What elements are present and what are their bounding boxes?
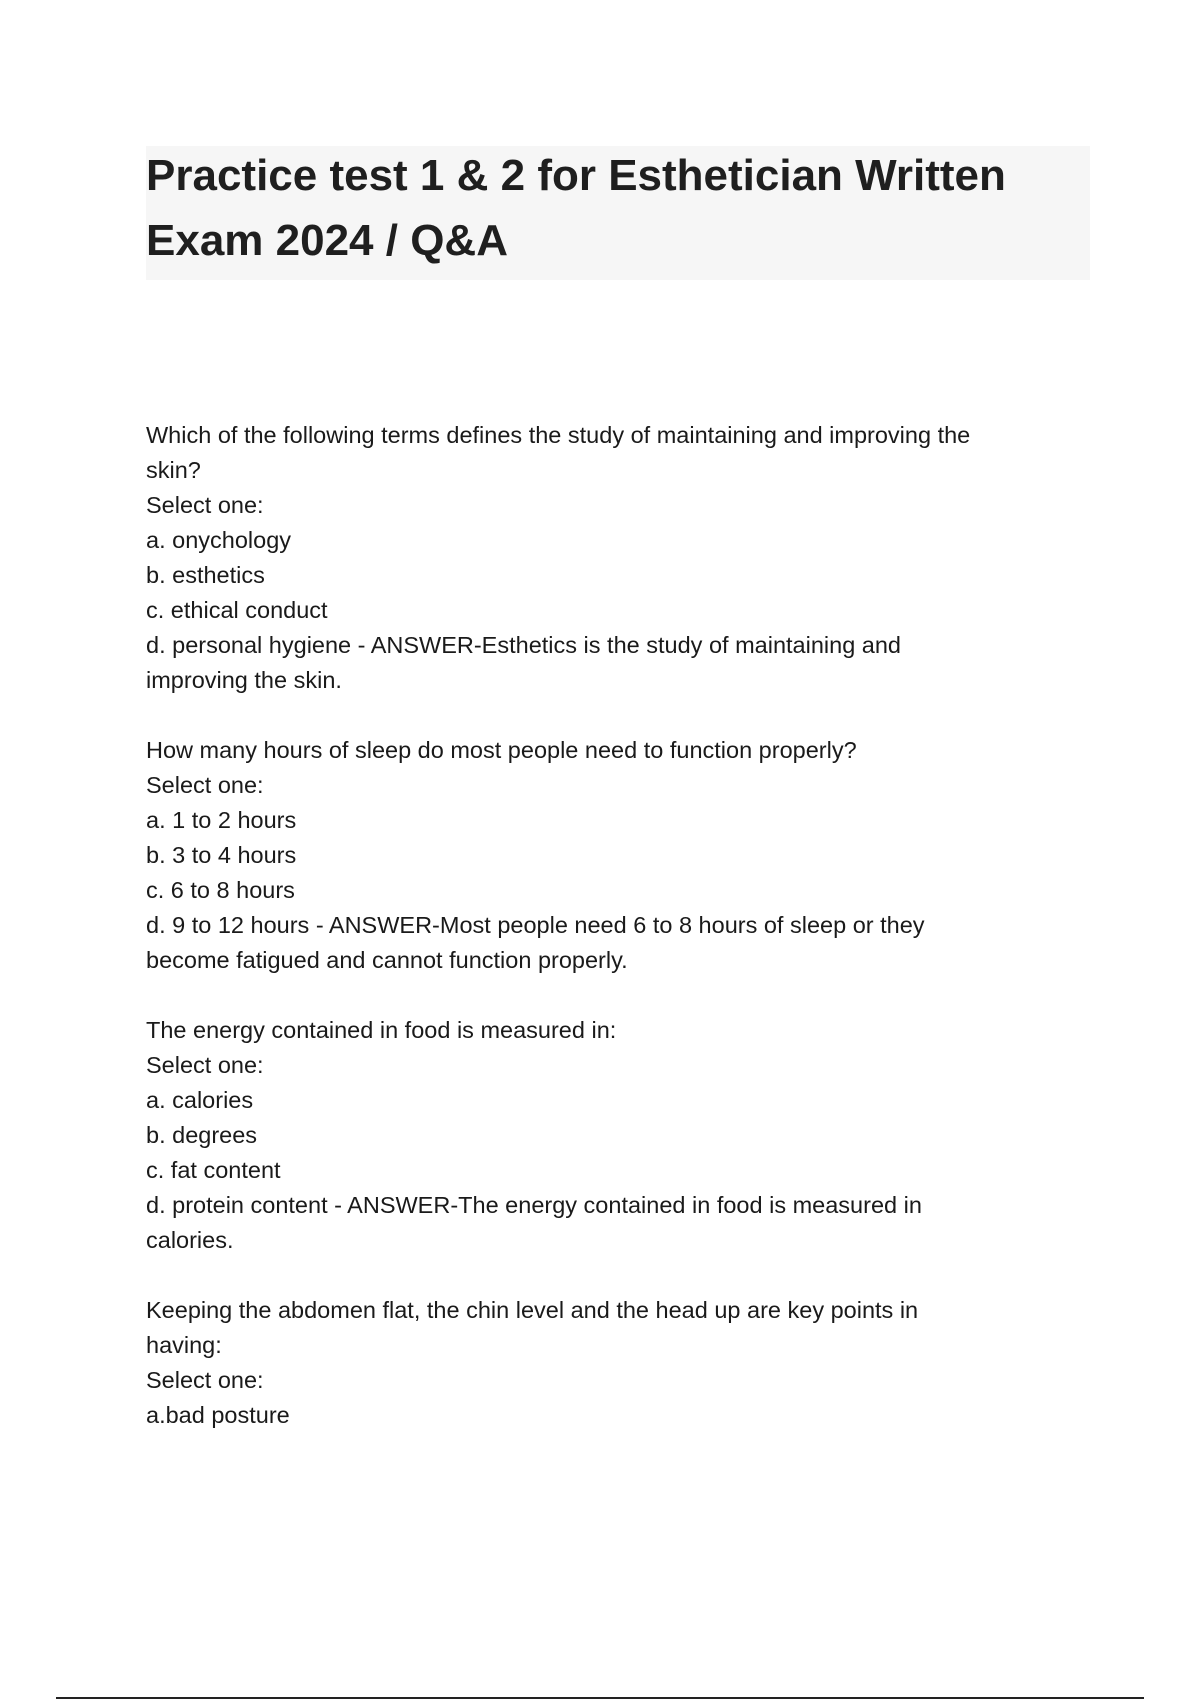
spacer — [146, 1258, 1106, 1293]
question-text: Keeping the abdomen flat, the chin level and the head up are key points in — [146, 1297, 919, 1323]
footer-divider — [56, 1697, 1144, 1699]
question-text: having: — [146, 1332, 222, 1358]
question-list — [146, 418, 1106, 1433]
option-c: c. 6 to 8 hours — [146, 877, 295, 903]
question-text: How many hours of sleep do most people need to function properly? — [146, 737, 857, 763]
answer-text: improving the skin. — [146, 667, 342, 693]
spacer — [146, 978, 1106, 1013]
question-text: skin? — [146, 457, 201, 483]
document-title-line-2: Exam 2024 / Q&A — [146, 216, 508, 265]
select-one-label: Select one: — [146, 1367, 264, 1393]
document-title — [146, 146, 1090, 280]
option-b: b. esthetics — [146, 562, 265, 588]
question-block-4 — [146, 1293, 1106, 1433]
select-one-label: Select one: — [146, 772, 264, 798]
option-d-answer: d. 9 to 12 hours - ANSWER-Most people need 6 to 8 hours of sleep or they — [146, 912, 925, 938]
option-d-answer: d. protein content - ANSWER-The energy contained in food is measured in — [146, 1192, 922, 1218]
option-c: c. fat content — [146, 1157, 281, 1183]
option-c: c. ethical conduct — [146, 597, 328, 623]
option-a: a.bad posture — [146, 1402, 290, 1428]
select-one-label: Select one: — [146, 492, 264, 518]
option-a: a. calories — [146, 1087, 254, 1113]
option-a: a. 1 to 2 hours — [146, 807, 297, 833]
answer-text: become fatigued and cannot function properly. — [146, 947, 628, 973]
option-b: b. 3 to 4 hours — [146, 842, 297, 868]
answer-text: calories. — [146, 1227, 234, 1253]
select-one-label: Select one: — [146, 1052, 264, 1078]
option-b: b. degrees — [146, 1122, 258, 1148]
document-title-line-1: Practice test 1 & 2 for Esthetician Written — [146, 151, 1006, 200]
option-d-answer: d. personal hygiene - ANSWER-Esthetics is the study of maintaining and — [146, 632, 901, 658]
spacer — [146, 698, 1106, 733]
option-a: a. onychology — [146, 527, 292, 553]
question-text: Which of the following terms defines the study of maintaining and improving the — [146, 422, 971, 448]
question-block-2 — [146, 733, 1106, 978]
question-block-1 — [146, 418, 1106, 698]
question-block-3 — [146, 1013, 1106, 1258]
question-text: The energy contained in food is measured in: — [146, 1017, 617, 1043]
